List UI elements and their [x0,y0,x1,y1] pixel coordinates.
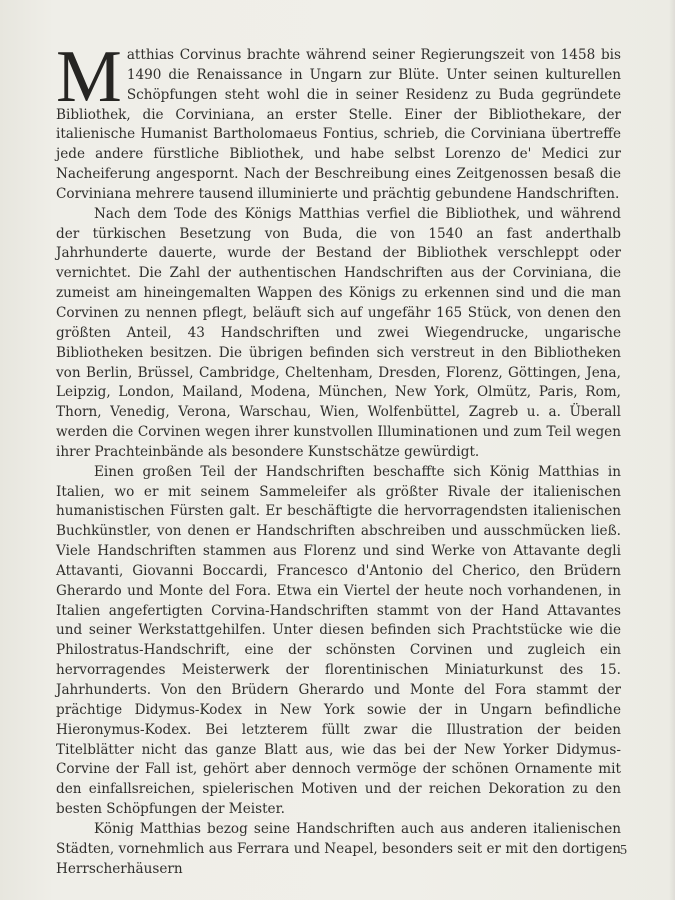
page-edge-shadow [669,0,675,900]
paragraph-1 [56,36,621,205]
paragraph-1-text: atthias Corvinus brachte während seiner Regierungszeit von 1458 bis 1490 die Renaissance in Ungarn zur Blüte. Unter seinen kulturellen Schöpfungen steht wohl die in seiner Residenz zu Buda gegründete Bibliothek, die Corviniana, an erster Stelle. Einer der Bibliothekare, der italienische Humanist Bartholomaeus Fontius, schrieb, die Corviniana übertreffe jede andere fürstliche Bibliothek, und habe selbst Lorenzo de' Medici zur Nacheiferung angespornt. Nach der Beschreibung eines Zeitgenossen besaß die Corviniana mehrere tausend illuminierte und prächtig gebundene Handschriften. [56,47,621,202]
body-text [56,36,621,879]
paragraph-3: Einen großen Teil der Handschriften beschaffte sich König Matthias in Italien, wo er mit seinem Sammeleifer als größter Rivale der italienischen humanistischen Fürsten galt. Er beschäftigte die hervorragendsten italienischen Buchkünstler, von denen er Handschriften abschreiben und ausschmücken ließ. Viele Handschriften stammen aus Florenz und sind Werke von Attavante degli Attavanti, Giovanni Boccardi, Francesco d'Antonio del Cherico, den Brüdern Gherardo und Monte del Fora. Etwa ein Viertel der heute noch vorhandenen, in Italien angefertigten Corvina-Handschriften stammt von der Hand Attavantes und seiner Werkstattgehilfen. Unter diesen befinden sich Prachtstücke wie die Philostratus-Handschrift, eine der schönsten Corvinen und zugleich ein hervorragendes Meisterwerk der florentinischen Miniaturkunst des 15. Jahrhunderts. Von den Brüdern Gherardo und Monte del Fora stammt der prächtige Didymus-Kodex in New York sowie der in Ungarn befindliche Hieronymus-Kodex. Bei letzterem füllt zwar die Illustration der beiden Titelblätter nicht das ganze Blatt aus, wie das bei der New Yorker Didymus-Corvine der Fall ist, gehört aber dennoch vermöge der schönen Ornamente mit den einfallsreichen, spielerischen Motiven und der reichen Dekoration zu den besten Schöpfungen der Meister. [56,463,621,818]
page-number: 5 [620,843,627,858]
paragraph-4: König Matthias bezog seine Handschriften auch aus anderen italienischen Städten, vornehmlich aus Ferrara und Neapel, besonders seit er mit den dortigen Herrscherhäusern [56,820,621,877]
paragraph-2: Nach dem Tode des Königs Matthias verfiel die Bibliothek, und während der türkischen Besetzung von Buda, die von 1540 an fast anderthalb Jahrhunderte dauerte, wurde der Bestand der Bibliothek verschleppt oder vernichtet. Die Zahl der authentischen Handschriften aus der Corviniana, die zumeist am hineingemalten Wappen des Königs zu erkennen sind und die man Corvinen zu nennen pflegt, beläuft sich auf ungefähr 165 Stück, von denen den größten Anteil, 43 Handschriften und zwei Wiegendrucke, ungarische Bibliotheken besitzen. Die übrigen befinden sich verstreut in den Bibliotheken von Berlin, Brüssel, Cambridge, Cheltenham, Dresden, Florenz, Göttingen, Jena, Leipzig, London, Mailand, Modena, München, New York, Olmütz, Paris, Rom, Thorn, Venedig, Verona, Warschau, Wien, Wolfenbüttel, Zagreb u. a. Überall werden die Corvinen wegen ihrer kunstvollen Illuminationen und zum Teil wegen ihrer Prachteinbände als besondere Kunstschätze gewürdigt. [56,205,621,460]
drop-cap: M [56,36,122,118]
